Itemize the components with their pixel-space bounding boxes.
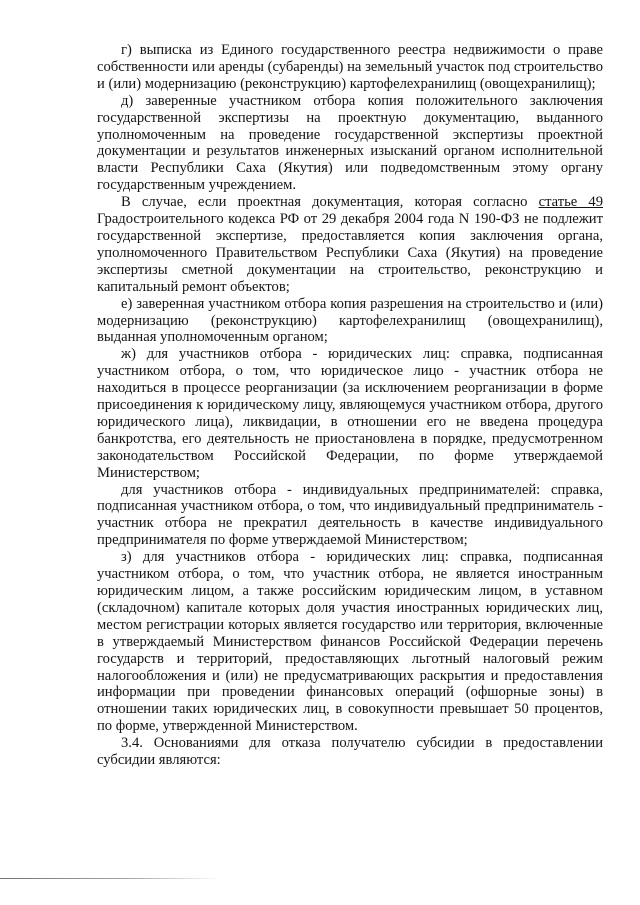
paragraph-section-3-4: 3.4. Основаниями для отказа получателю субсидии в предоставлении субсидии являются: bbox=[97, 735, 603, 769]
paragraph-item-zh: ж) для участников отбора - юридических лиц: справка, подписанная участником отбора, о том, что юридическое лицо - участник отбора не находиться в процессе реорганизации (за исключением реорганизации в форме присоединения к юридическому лицу, являющемуся участником отбора, другого юридического лица), ликвидации, в отношении его не введена процедура банкротства, его деятельность не приостановлена в порядке, предусмотренном законодательством Российской Федерации, по форме утверждаемой Министерством; bbox=[97, 346, 603, 481]
paragraph-item-z: з) для участников отбора - юридических лиц: справка, подписанная участником отбора, о том, что участник отбора, не является иностранным юридическим лицом, а также российским юридическим лицом, в уставном (складочном) капитале которых доля участия иностранных юридических лиц, местом регистрации которых является государство или территория, включенные в утверждаемый Министерством финансов Российской Федерации перечень государств и территорий, предоставляющих льготный налоговый режим налогообложения и (или) не предусматривающих раскрытия и предоставления информации при проведении финансовых операций (офшорные зоны) в отношении таких юридических лиц, в совокупности превышает 50 процентов, по форме, утвержденной Министерством. bbox=[97, 549, 603, 735]
paragraph-case-expertise bbox=[97, 194, 603, 295]
article-49-link[interactable]: статье 49 bbox=[538, 194, 603, 211]
paragraph-case-text-before: В случае, если проектная документация, которая согласно bbox=[121, 194, 539, 211]
document-page bbox=[97, 42, 603, 769]
paragraph-item-d: д) заверенные участником отбора копия положительного заключения государственной экспертизы на проектную документацию, выданного уполномоченным на проведение государственной экспертизы проектной документации и результатов инженерных изысканий органом исполнительной власти Республики Саха (Якутия) или подведомственным этому органу государственным учреждением. bbox=[97, 92, 603, 194]
scan-artifact-line bbox=[0, 878, 220, 879]
paragraph-item-e: е) заверенная участником отбора копия разрешения на строительство и (или) модернизацию (реконструкцию) картофелехранилищ (овощехранилищ), выданная уполномоченным органом; bbox=[97, 295, 603, 346]
paragraph-case-text-after: Градостроительного кодекса РФ от 29 декабря 2004 года N 190-ФЗ не подлежит государственной экспертизе, предоставляется копия заключения органа, уполномоченного Правительством Республики Саха (Якутия) на проведение экспертизы сметной документации на строительство, реконструкцию и капитальный ремонт объектов; bbox=[97, 211, 603, 295]
paragraph-individual-entrepreneurs: для участников отбора - индивидуальных предпринимателей: справка, подписанная участником отбора, о том, что индивидуальный предприниматель - участник отбора не прекратил деятельность в качестве индивидуального предпринимателя по форме утверждаемой Министерством; bbox=[97, 481, 603, 549]
paragraph-item-g: г) выписка из Единого государственного реестра недвижимости о праве собственности или аренды (субаренды) на земельный участок под строительство и (или) модернизацию (реконструкцию) картофелехранилищ (овощехранилищ); bbox=[97, 42, 603, 92]
